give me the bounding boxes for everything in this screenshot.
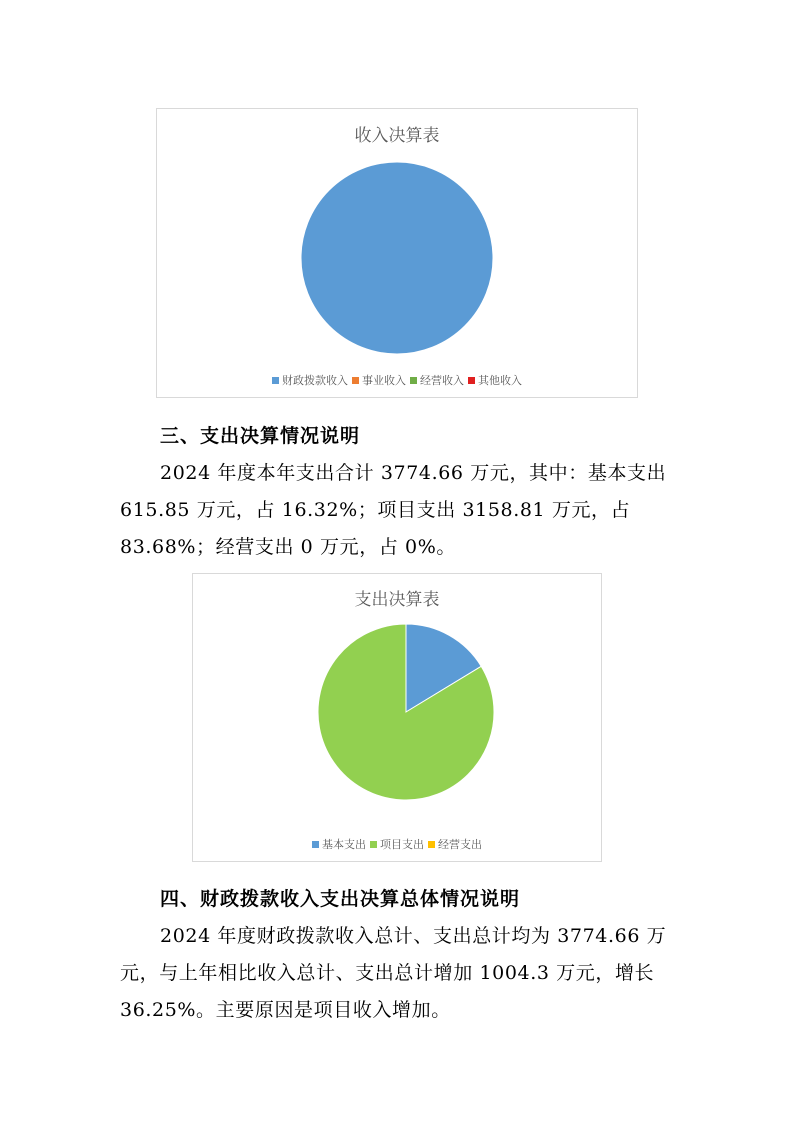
expense-chart bbox=[192, 573, 602, 862]
legend-item bbox=[312, 836, 366, 852]
legend-label: 经营收入 bbox=[420, 374, 464, 387]
legend-label: 基本支出 bbox=[322, 838, 366, 851]
legend-swatch bbox=[272, 377, 279, 384]
income-chart bbox=[156, 108, 638, 398]
legend-swatch bbox=[352, 377, 359, 384]
chart-title: 支出决算表 bbox=[354, 590, 440, 610]
pie-slice-1 bbox=[301, 162, 493, 354]
legend-swatch bbox=[410, 377, 417, 384]
legend-item bbox=[370, 836, 424, 852]
legend-item bbox=[352, 372, 406, 388]
legend-item bbox=[468, 372, 522, 388]
section3-paragraph: 2024 年度本年支出合计 3774.66 万元，其中：基本支出 615.85 万元，占 16.32%；项目支出 3158.81 万元，占 83.68%；经营支出 0 万元，占 0%。 bbox=[120, 462, 667, 558]
legend-item bbox=[410, 372, 464, 388]
chart-legend bbox=[157, 372, 637, 388]
section4-heading: 四、财政拨款收入支出决算总体情况说明 bbox=[160, 888, 521, 910]
legend-swatch bbox=[428, 841, 435, 848]
legend-item bbox=[272, 372, 348, 388]
expense-pie bbox=[193, 574, 601, 861]
chart-legend bbox=[193, 836, 601, 852]
legend-label: 项目支出 bbox=[380, 838, 424, 851]
legend-label: 财政拨款收入 bbox=[282, 374, 348, 387]
section3-heading: 三、支出决算情况说明 bbox=[160, 425, 361, 447]
legend-swatch bbox=[468, 377, 475, 384]
legend-item bbox=[428, 836, 482, 852]
chart-title: 收入决算表 bbox=[354, 126, 440, 146]
legend-label: 经营支出 bbox=[438, 838, 482, 851]
legend-swatch bbox=[312, 841, 319, 848]
legend-label: 其他收入 bbox=[478, 374, 522, 387]
section4-paragraph: 2024 年度财政拨款收入总计、支出总计均为 3774.66 万元，与上年相比收入总计、支出总计增加 1004.3 万元，增长 36.25%。主要原因是项目收入增加。 bbox=[120, 925, 667, 1021]
income-pie bbox=[157, 109, 637, 397]
legend-swatch bbox=[370, 841, 377, 848]
legend-label: 事业收入 bbox=[362, 374, 406, 387]
